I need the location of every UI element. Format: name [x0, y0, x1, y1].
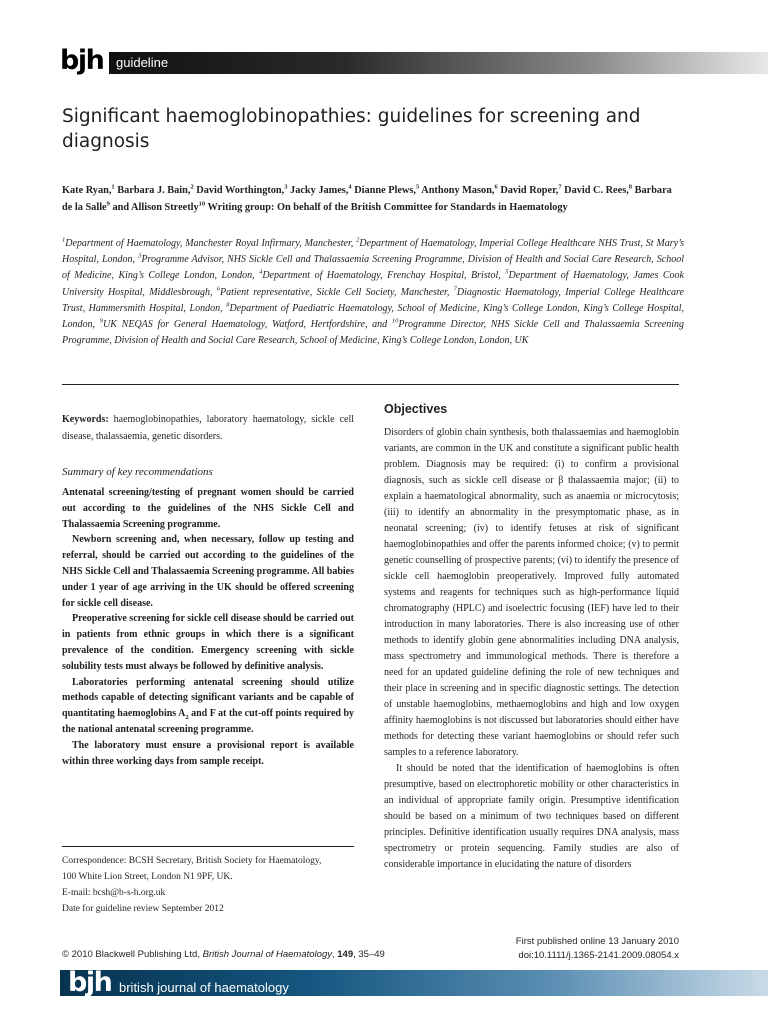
author-affiliation-mark: 6: [494, 183, 498, 191]
author-affiliation-mark: 10: [198, 200, 206, 208]
copyright-line: [62, 948, 385, 961]
affiliation-text: Department of Haematology, Manchester Royal Infirmary, Manchester,: [65, 238, 357, 249]
affiliation-mark: 1: [62, 236, 66, 244]
affiliation-mark: 4: [259, 269, 263, 277]
author-affiliation-mark: 2: [190, 183, 194, 191]
article-title: Significant haemoglobinopathies: guidelines for screening and diagnosis: [62, 106, 641, 152]
affiliation-mark: 7: [453, 285, 457, 293]
correspondence-line: Correspondence: BCSH Secretary, British Society for Haematology,: [62, 856, 322, 866]
author-affiliation-mark: 4: [348, 183, 352, 191]
author-affiliation-mark: 5: [416, 183, 420, 191]
recommendation-4-text-end: and F at the cut-off points required by the national antenatal screening programme.: [62, 708, 355, 735]
journal-title-italic: British Journal of Haematology: [202, 949, 332, 960]
objectives-paragraph-2: It should be noted that the identification of haemoglobins is often presumptive, based on electrophoretic mobility or other characteristics in an individual of appropriate family origin. Presumptive identification should be based on a minimum of two techniques based on different principles. Definitive identification usually requires DNA analysis, mass spectrometry or protein sequencing. Family studies are also of considerable importance in elucidating the nature of disorders: [384, 763, 679, 870]
correspondence-divider: [62, 846, 354, 847]
affiliation-mark: 2: [356, 236, 360, 244]
affiliation-mark: 5: [505, 269, 509, 277]
objectives-body: [384, 425, 679, 873]
objectives-heading: Objectives: [384, 402, 448, 416]
recommendation-3: Preoperative screening for sickle cell disease should be carried out in patients from ethnic groups in which there is a significant prevalence of the condition. Emergency screening with sickle solubility tests must always be followed by definitive analysis.: [62, 613, 354, 672]
author-name: Writing group: On behalf of the British Committee for Standards in Haematology: [205, 202, 568, 213]
bjh-logo-footer: bjh: [68, 967, 112, 998]
author-name: David C. Rees,: [561, 185, 629, 196]
author-name: Barbara de la Salle: [62, 185, 672, 213]
affiliation-list: [62, 236, 684, 349]
keywords-label: Keywords:: [62, 414, 109, 425]
author-name: David Roper,: [497, 185, 559, 196]
affiliation-mark: 3: [138, 252, 142, 260]
affiliation-text: Programme Director, NHS Sickle Cell and Thalassaemia Screening Programme, Division of Health and Social Care Research, School of Medicine, King’s College London, London, UK: [62, 319, 685, 347]
affiliation-text: UK NEQAS for General Haematology, Watford, Hertfordshire, and: [103, 319, 392, 331]
header-guideline-label: guideline: [116, 55, 169, 70]
summary-heading: Summary of key recommendations: [62, 466, 213, 478]
recommendation-2: Newborn screening and, when necessary, follow up testing and referral, should be carried out according to the guidelines of the NHS Sickle Cell and Thalassaemia Screening programme. All babies under 1 year of age arriving in the UK should be offered screening for sickle cell disease.: [62, 534, 354, 609]
affiliation-text: Department of Haematology, Frenchay Hospital, Bristol,: [262, 270, 506, 282]
author-affiliation-mark: 7: [558, 183, 562, 191]
affiliation-text: Programme Advisor, NHS Sickle Cell and Thalassaemia Screening Programme, Division of Health and Social Care Research, School of Medicine, King’s College London, London,: [62, 254, 684, 282]
affiliation-text: Diagnostic Haematology, Imperial College Healthcare Trust, Hammersmith Hospital, London,: [62, 286, 684, 314]
bjh-logo: bjh: [60, 46, 109, 76]
review-date: Date for guideline review September 2012: [62, 904, 224, 914]
author-affiliation-mark: 8: [628, 183, 633, 191]
recommendations-list: [62, 485, 354, 769]
copyright-text: © 2010 Blackwell Publishing Ltd,: [62, 949, 203, 960]
objectives-paragraph-1: Disorders of globin chain synthesis, both thalassaemias and haemoglobin variants, are common in the UK and constitute a significant public health problem. Diagnosis may be required: (i) to confirm a provisional diagnosis, such as sickle cell disease or β thalassaemia major; (ii) to explain a haematological abnormality, such as anaemia or microcytosis; (iii) to identify an abnormality in the presymptomatic phase, as in neonatal screening; (iv) to identify fetuses at risk of significant haemoglobinopathies and offer the parents informed choice; (v) to permit genetic counselling of prospective parents; (vi) to identify the presence of sickle cell haemoglobin preoperatively. Improved fully automated systems and reagents for techniques such as high-performance liquid chromatography (HPLC) and isoelectric focusing (IEF) have led to their introduction in many laboratories. There is also increasing use of other methods to identify globin gene abnormalities including DNA analysis, mass spectrometry and immunological methods. There is therefore a need for an updated guideline defining the role of new techniques and their place in screening and in specific diagnostic settings. The detection of unstable haemoglobins, methaemoglobins and high and low oxygen affinity haemoglobins is not discussed but laboratories should either have methods for detecting these variant haemoglobins or should refer such samples to a reference laboratory.: [384, 427, 679, 758]
correspondence-email: E-mail: bcsh@b-s-h.org.uk: [62, 888, 166, 898]
journal-name: british journal of haematology: [119, 980, 289, 995]
affiliation-mark: 10: [391, 317, 399, 325]
author-name: Jacky James,: [287, 185, 349, 196]
affiliation-text: Department of Paediatric Haematology, School of Medicine, King’s College London, King’s College Hospital, London,: [62, 302, 684, 331]
recommendation-4-text: Laboratories performing antenatal screening should utilize methods capable of detecting significant variants and be capable of quantitating haemoglobins A: [62, 676, 354, 720]
recommendation-4: [62, 675, 354, 738]
recommendation-1: Antenatal screening/testing of pregnant women should be carried out according to the guidelines of the NHS Sickle Cell and Thalassaemia Screening programme.: [62, 487, 354, 530]
affiliation-mark: 9: [99, 317, 104, 325]
recommendation-4-subscript: 2: [185, 714, 189, 722]
doi: doi:10.1111/j.1365-2141.2009.08054.x: [518, 949, 679, 961]
affiliation-mark: 8: [226, 301, 230, 309]
author-name: Kate Ryan,: [62, 185, 112, 196]
copyright-separator: ,: [331, 949, 338, 960]
author-affiliation-mark: 1: [111, 183, 115, 191]
author-name: and Allison Streetly: [109, 202, 199, 213]
affiliation-mark: 6: [216, 285, 221, 293]
keywords-text: haemoglobinopathies, laboratory haematology, sickle cell disease, thalassaemia, genetic disorders.: [62, 414, 354, 442]
volume-number: 149: [337, 949, 354, 960]
affiliation-text: Patient representative, Sickle Cell Society, Manchester,: [220, 286, 454, 298]
affiliation-text: Department of Haematology, Imperial College Healthcare NHS Trust, St Mary’s Hospital, London,: [62, 238, 684, 266]
publication-info: [430, 935, 679, 962]
keywords: [62, 412, 354, 445]
published-date: First published online 13 January 2010: [515, 936, 679, 947]
correspondence-block: [62, 853, 354, 917]
page-range: , 35–49: [353, 949, 385, 960]
author-list: [62, 182, 682, 216]
header-divider: [62, 384, 679, 385]
author-name: David Worthington,: [193, 185, 285, 196]
author-name: Barbara J. Bain,: [114, 185, 191, 196]
recommendation-5: The laboratory must ensure a provisional report is available within three working days from sample receipt.: [62, 739, 354, 767]
author-affiliation-mark: 3: [284, 183, 288, 191]
author-name: Dianne Plews,: [351, 185, 416, 196]
affiliation-text: Department of Haematology, James Cook University Hospital, Middlesbrough,: [62, 270, 684, 298]
author-name: Anthony Mason,: [419, 185, 495, 196]
author-affiliation-mark: 9: [106, 200, 110, 208]
correspondence-address: 100 White Lion Street, London N1 9PF, UK.: [62, 872, 233, 882]
